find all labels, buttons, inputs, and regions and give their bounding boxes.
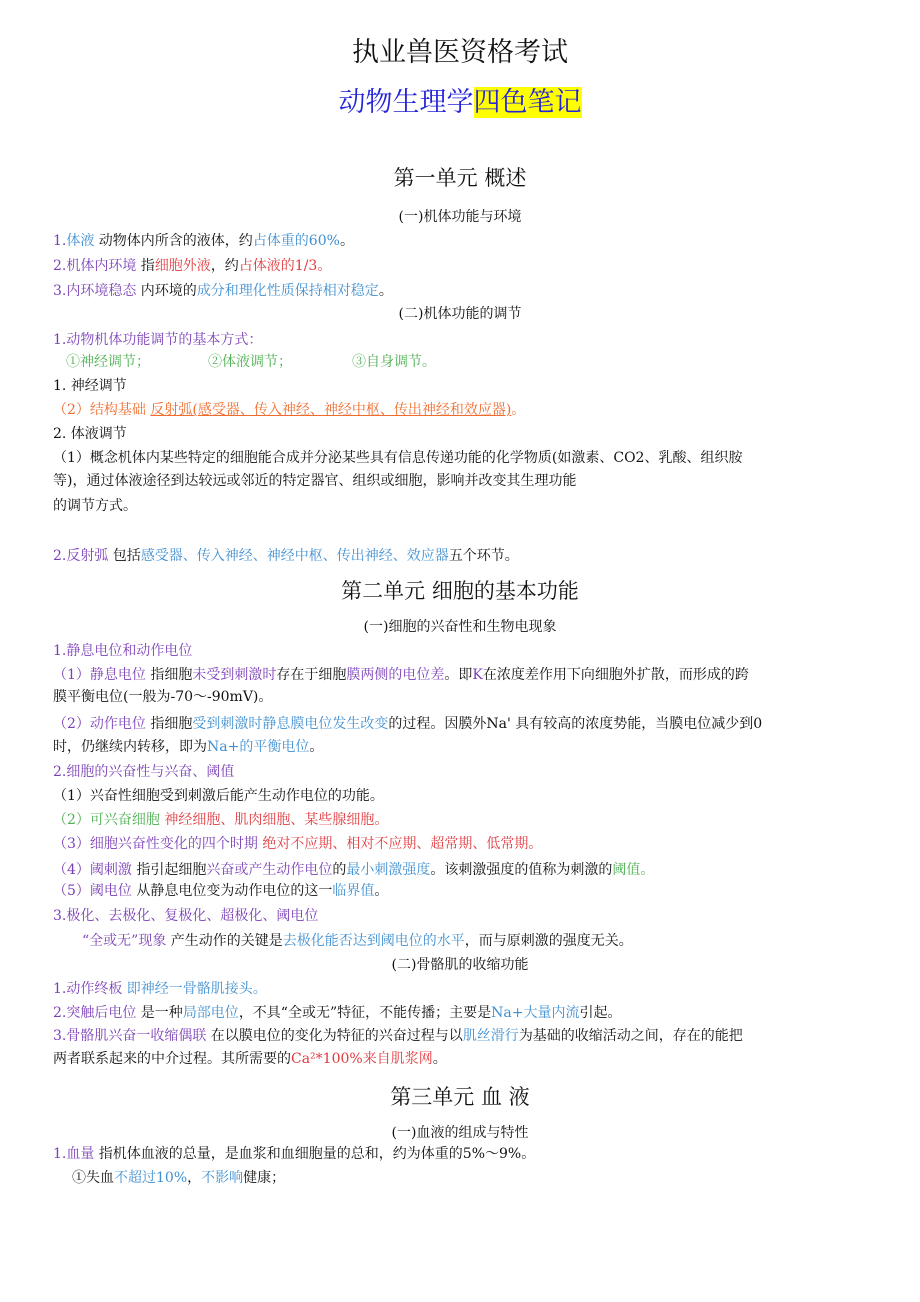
regulation-way-1: ①神经调节； bbox=[66, 354, 150, 370]
doc-subtitle bbox=[0, 86, 920, 120]
unit1-item-1: 1.体液 动物体内所含的液体，约占体重的60%。 bbox=[53, 233, 354, 249]
humoral-concept-line-3: 的调节方式。 bbox=[53, 498, 137, 514]
unit3-section1-title: (一)血液的组成与特性 bbox=[391, 1125, 529, 1141]
muscle-item-1: 1.动作终板 即神经一骨骼肌接头。 bbox=[53, 981, 267, 997]
polarization-heading: 3.极化、去极化、复极化、超极化、阈电位 bbox=[53, 908, 319, 924]
resting-potential-line-1: （1）静息电位 指细胞未受到刺激时存在于细胞膜两侧的电位差。即K在浓度差作用下向细胞外扩散，而形成的跨 bbox=[53, 667, 749, 683]
blood-loss-line: ①失血不超过10%，不影响健康； bbox=[72, 1170, 286, 1186]
excitability-item-5: （5）阈电位 从静息电位变为动作电位的这一临界值。 bbox=[53, 883, 389, 899]
regulation-way-2: ②体液调节； bbox=[208, 354, 292, 370]
resting-action-heading: 1.静息电位和动作电位 bbox=[53, 643, 193, 659]
unit2-section1-title: (一)细胞的兴奋性和生物电现象 bbox=[363, 619, 557, 635]
humoral-concept-line-2: 等)，通过体液途径到达较远或邻近的特定器官、组织或细胞，影响并改变其生理功能 bbox=[53, 473, 577, 489]
unit1-title: 第一单元 概述 bbox=[393, 166, 527, 190]
muscle-item-2: 2.突触后电位 是一种局部电位，不具“全或无”特征，不能传播；主要是Na+大量内流引起。 bbox=[53, 1005, 622, 1021]
muscle-item-3-line-1: 3.骨骼肌兴奋一收缩偶联 在以膜电位的变化为特征的兴奋过程与以肌丝滑行为基础的收缩活动之间，存在的能把 bbox=[53, 1028, 743, 1044]
neural-regulation-heading: 1. 神经调节 bbox=[53, 378, 127, 394]
doc-subtitle-highlight: 四色笔记 bbox=[473, 87, 582, 118]
all-or-none-line: “全或无”现象 产生动作的关键是去极化能否达到阈电位的水平，而与原刺激的强度无关。 bbox=[82, 933, 633, 949]
reflex-arc-line: 2.反射弧 包括感受器、传入神经、神经中枢、传出神经、效应器五个环节。 bbox=[53, 548, 519, 564]
excitability-item-4: （4）阈刺激 指引起细胞兴奋或产生动作电位的最小刺激强度。该刺激强度的值称为刺激的阈值。 bbox=[53, 862, 655, 878]
muscle-item-3-line-2: 两者联系起来的中介过程。其所需要的Ca²*100%来自肌浆网。 bbox=[53, 1051, 447, 1067]
resting-potential-line-2: 膜平衡电位(一般为-70～-90mV)。 bbox=[53, 689, 273, 705]
action-potential-line-1: （2）动作电位 指细胞受到刺激时静息膜电位发生改变的过程。因膜外Na' 具有较高的浓度势能，当膜电位减少到0 bbox=[53, 716, 763, 732]
unit1-item-3: 3.内环境稳态 内环境的成分和理化性质保持相对稳定。 bbox=[53, 283, 393, 299]
doc-title: 执业兽医资格考试 bbox=[352, 37, 568, 68]
unit1-section1-title: (一)机体功能与环境 bbox=[398, 209, 522, 225]
unit2-section2-title: (二)骨骼肌的收缩功能 bbox=[391, 957, 529, 973]
regulation-methods-heading: 1.动物机体功能调节的基本方式： bbox=[53, 332, 263, 348]
humoral-regulation-heading: 2. 体液调节 bbox=[53, 426, 127, 442]
blood-volume-line: 1.血量 指机体血液的总量，是血浆和血细胞量的总和，约为体重的5%～9%。 bbox=[53, 1146, 536, 1162]
neural-structure-line: （2）结构基础 反射弧(感受器、传入神经、神经中枢、传出神经和效应器)。 bbox=[53, 402, 526, 418]
excitability-item-2: （2）可兴奋细胞 神经细胞、肌肉细胞、某些腺细胞。 bbox=[53, 812, 389, 828]
excitability-item-1: （1）兴奋性细胞受到刺激后能产生动作电位的功能。 bbox=[53, 788, 384, 804]
excitability-heading: 2.细胞的兴奋性与兴奋、阈值 bbox=[53, 764, 235, 780]
unit3-title: 第三单元 血 液 bbox=[390, 1085, 530, 1109]
unit1-section2-title: (二)机体功能的调节 bbox=[398, 306, 522, 322]
regulation-way-3: ③自身调节。 bbox=[352, 354, 436, 370]
excitability-item-3: （3）细胞兴奋性变化的四个时期 绝对不应期、相对不应期、超常期、低常期。 bbox=[53, 836, 543, 852]
doc-subtitle-a: 动物生理学 bbox=[338, 87, 474, 118]
unit1-item-2: 2.机体内环境 指细胞外液，约占体液的1/3。 bbox=[53, 258, 332, 274]
humoral-concept-line-1: （1）概念机体内某些特定的细胞能合成并分泌某些具有信息传递功能的化学物质(如激素、CO2、乳酸、组织胺 bbox=[53, 450, 743, 466]
action-potential-line-2: 时，仍继续内转移，即为Na+的平衡电位。 bbox=[53, 739, 324, 755]
unit2-title: 第二单元 细胞的基本功能 bbox=[341, 579, 579, 603]
